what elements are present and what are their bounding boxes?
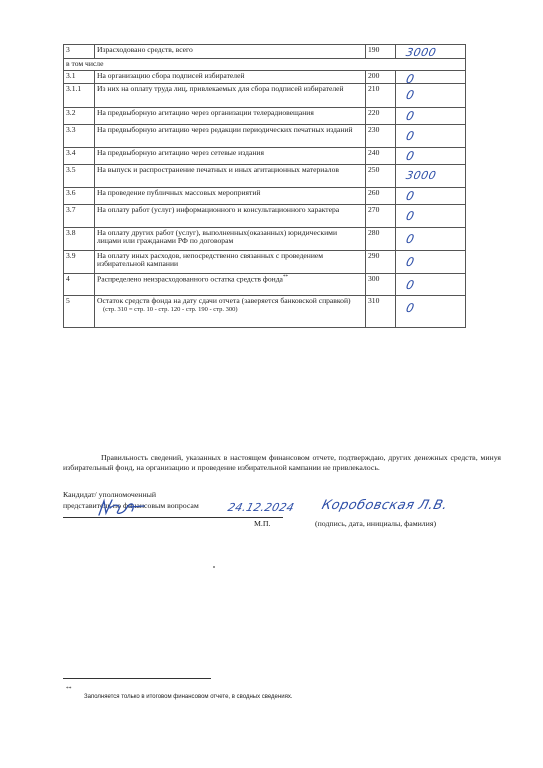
- row-value-cell: [396, 187, 466, 204]
- row-value-cell: [396, 70, 466, 86]
- handwritten-value: 0: [404, 231, 416, 246]
- row-value-cell: [396, 273, 466, 295]
- scan-speck: [213, 566, 215, 568]
- row-name: Израсходовано средств, всего: [95, 45, 366, 59]
- row-number: 4: [64, 273, 95, 295]
- table-row: [64, 59, 466, 71]
- handwritten-signature: [96, 497, 148, 519]
- table-row: [64, 227, 466, 250]
- handwritten-value: 0: [404, 254, 416, 269]
- row-subheading: в том числе: [64, 59, 466, 71]
- row-number: 3.7: [64, 204, 95, 227]
- row-code: 300: [366, 273, 396, 295]
- row-code: 220: [366, 107, 396, 124]
- row-value-cell: [396, 204, 466, 227]
- handwritten-value: 0: [404, 148, 416, 163]
- row-name: Распределено неизрасходованного остатка средств фонда: [97, 274, 283, 284]
- row-number: 3.8: [64, 227, 95, 250]
- confirmation-statement: Правильность сведений, указанных в настоящем финансовом отчете, подтверждаю, других денежных средств, минуя избирательный фонд, на организацию и проведение избирательной кампании не привлекалось.: [63, 452, 501, 473]
- row-number: 3.2: [64, 107, 95, 124]
- row-name: На предвыборную агитацию через редакции периодических печатных изданий: [95, 124, 366, 147]
- role-line-2: представитель по финансовым вопросам: [63, 500, 199, 510]
- row-name: На оплату других работ (услуг), выполненных(оказанных) юридическими лицами или гражданами РФ по договорам: [95, 227, 366, 250]
- table-row: [64, 273, 466, 295]
- handwritten-value: 3000: [404, 168, 438, 182]
- seal-place-label: М.П.: [254, 519, 271, 528]
- row-number: 3.3: [64, 124, 95, 147]
- row-value-cell: [396, 227, 466, 250]
- row-code: 210: [366, 83, 396, 107]
- row-code: 230: [366, 124, 396, 147]
- row-code: 200: [366, 70, 396, 83]
- handwritten-value: 0: [404, 277, 416, 292]
- footnote-ref: **: [282, 274, 288, 280]
- footnote-divider: [63, 678, 211, 679]
- row-value-cell: [396, 107, 466, 124]
- row-number: 5: [64, 295, 95, 327]
- row-name: Остаток средств фонда на дату сдачи отчета (заверяется банковской справкой): [97, 295, 351, 305]
- row-name: Из них на оплату труда лиц, привлекаемых для сбора подписей избирателей: [95, 83, 366, 107]
- row-code: 250: [366, 164, 396, 187]
- row-number: 3.5: [64, 164, 95, 187]
- row-number: 3.1: [64, 70, 95, 83]
- handwritten-value: 0: [404, 87, 416, 102]
- row-code: 240: [366, 147, 396, 164]
- row-code: 310: [366, 295, 396, 327]
- table-row: [64, 187, 466, 204]
- row-code: 280: [366, 227, 396, 250]
- handwritten-value: 0: [404, 188, 416, 203]
- table-row: [64, 70, 466, 83]
- signature-caption: (подпись, дата, инициалы, фамилия): [315, 519, 437, 528]
- row-value-cell: [396, 147, 466, 164]
- row-name-cell: [95, 295, 366, 327]
- row-number: 3: [64, 45, 95, 59]
- row-value-cell: [396, 124, 466, 147]
- row-code: 260: [366, 187, 396, 204]
- row-code: 270: [366, 204, 396, 227]
- finance-table: [63, 44, 466, 328]
- table-row: [64, 147, 466, 164]
- table-row: [64, 295, 466, 327]
- handwritten-name: Коробовская Л.В.: [320, 498, 450, 513]
- row-name: На предвыборную агитацию через организации телерадиовещания: [95, 107, 366, 124]
- footnote-mark: **: [66, 686, 72, 692]
- row-code: 290: [366, 250, 396, 273]
- table-row: [64, 250, 466, 273]
- row-number: 3.4: [64, 147, 95, 164]
- handwritten-date: 24.12.2024: [226, 501, 296, 514]
- row-name: На оплату иных расходов, непосредственно связанных с проведением избирательной кампании: [95, 250, 366, 273]
- table-row: [64, 164, 466, 187]
- table-row: [64, 124, 466, 147]
- role-line-1: Кандидат/ уполномоченный: [63, 490, 157, 499]
- row-value-cell: [396, 83, 466, 107]
- row-name: На организацию сбора подписей избирателей: [95, 70, 366, 83]
- row-value-cell: [396, 45, 466, 59]
- handwritten-value: 0: [404, 300, 416, 315]
- row-formula-note: (стр. 310 = стр. 10 - стр. 120 - стр. 190 - стр. 300): [103, 306, 238, 314]
- handwritten-value: 0: [404, 208, 416, 223]
- handwritten-value: 3000: [404, 46, 438, 59]
- table-row: [64, 83, 466, 107]
- handwritten-value: 0: [404, 108, 416, 123]
- row-code: 190: [366, 45, 396, 59]
- row-value-cell: [396, 295, 466, 327]
- table-row: [64, 107, 466, 124]
- row-number: 3.9: [64, 250, 95, 273]
- signature-line: [63, 517, 283, 518]
- row-number: 3.1.1: [64, 83, 95, 107]
- row-value-cell: [396, 164, 466, 187]
- footnote-text: Заполняется только в итоговом финансовом отчете, в сводных сведениях.: [84, 694, 293, 700]
- row-name: На выпуск и распространение печатных и иных агитационных материалов: [95, 164, 366, 187]
- row-name-cell: [95, 273, 366, 295]
- table-row: [64, 45, 466, 59]
- row-name: На предвыборную агитацию через сетевые издания: [95, 147, 366, 164]
- handwritten-value: 0: [404, 128, 416, 143]
- row-name: На оплату работ (услуг) информационного и консультационного характера: [95, 204, 366, 227]
- table-row: [64, 204, 466, 227]
- row-number: 3.6: [64, 187, 95, 204]
- row-value-cell: [396, 250, 466, 273]
- row-name: На проведение публичных массовых мероприятий: [95, 187, 366, 204]
- handwritten-value: 0: [404, 71, 416, 86]
